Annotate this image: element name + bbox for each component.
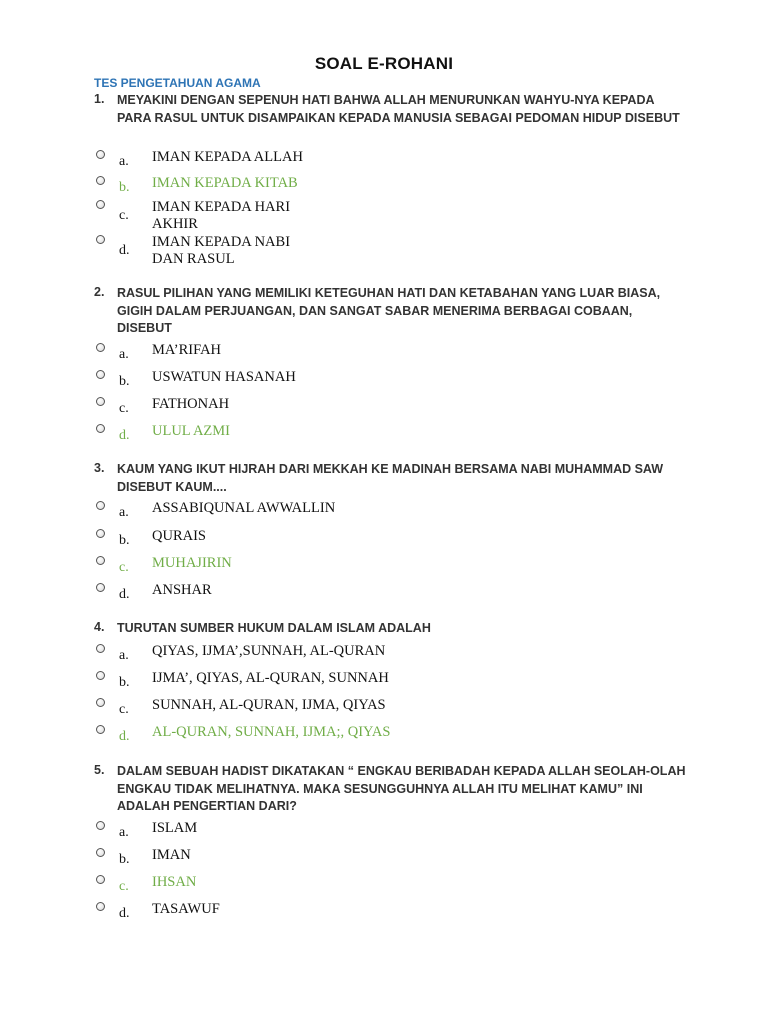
option-letter: b. [119,675,130,690]
radio-button-icon[interactable] [96,200,105,209]
option-text: IMAN KEPADA HARI AKHIR [152,199,291,232]
option-letter: d. [119,587,130,602]
option-letter: a. [119,505,129,520]
option-2a[interactable] [0,343,768,373]
question-text: TURUTAN SUMBER HUKUM DALAM ISLAM ADALAH [117,621,431,635]
option-text: ULUL AZMI [152,423,230,439]
option-text: QIYAS, IJMA’,SUNNAH, AL-QURAN [152,643,386,659]
option-5d[interactable] [0,902,768,932]
option-text: SUNNAH, AL-QURAN, IJMA, QIYAS [152,697,386,713]
option-text: ANSHAR [152,582,212,598]
option-text: IMAN KEPADA NABI DAN RASUL [152,234,291,267]
option-letter: d. [119,729,130,744]
radio-button-icon[interactable] [96,848,105,857]
option-3d[interactable] [0,583,768,613]
option-letter: a. [119,648,129,663]
option-1c[interactable] [0,200,768,230]
option-text: QURAIS [152,528,206,544]
radio-button-icon[interactable] [96,343,105,352]
option-letter: c. [119,401,129,416]
option-letter: a. [119,154,129,169]
option-letter: d. [119,243,130,258]
option-letter: a. [119,825,129,840]
question-number: 2. [94,285,105,299]
option-letter: a. [119,347,129,362]
option-letter: d. [119,428,130,443]
section-subtitle: TES PENGETAHUAN AGAMA [94,76,261,90]
radio-button-icon[interactable] [96,875,105,884]
option-text: ISLAM [152,820,198,836]
option-3b[interactable] [0,529,768,559]
option-2c[interactable] [0,397,768,427]
option-letter: b. [119,374,130,389]
radio-button-icon[interactable] [96,370,105,379]
radio-button-icon[interactable] [96,583,105,592]
option-1d[interactable] [0,235,768,265]
option-text: MUHAJIRIN [152,555,232,571]
radio-button-icon[interactable] [96,671,105,680]
option-text: FATHONAH [152,396,230,412]
radio-button-icon[interactable] [96,644,105,653]
radio-button-icon[interactable] [96,902,105,911]
option-3c[interactable] [0,556,768,586]
question-number: 1. [94,92,105,106]
radio-button-icon[interactable] [96,529,105,538]
option-3a[interactable] [0,501,768,531]
option-5a[interactable] [0,821,768,851]
question-number: 4. [94,620,105,634]
question-text: KAUM YANG IKUT HIJRAH DARI MEKKAH KE MADINAH BERSAMA NABI MUHAMMAD SAW DISEBUT KAUM.... [117,462,664,494]
option-letter: b. [119,180,130,195]
radio-button-icon[interactable] [96,556,105,565]
radio-button-icon[interactable] [96,235,105,244]
radio-button-icon[interactable] [96,397,105,406]
option-text: USWATUN HASANAH [152,369,296,385]
option-text: MA’RIFAH [152,342,222,358]
option-text: IMAN [152,847,191,863]
option-letter: b. [119,852,130,867]
option-5b[interactable] [0,848,768,878]
option-5c[interactable] [0,875,768,905]
option-text: IJMA’, QIYAS, AL-QURAN, SUNNAH [152,670,389,686]
radio-button-icon[interactable] [96,698,105,707]
option-letter: d. [119,906,130,921]
question-number: 3. [94,461,105,475]
question-text: DALAM SEBUAH HADIST DIKATAKAN “ ENGKAU BERIBADAH KEPADA ALLAH SEOLAH-OLAH ENGKAU TIDAK MELIHATNYA. MAKA SESUNGGUHNYA ALLAH ITU MELIHAT KAMU” INI ADALAH PENGERTIAN DARI? [117,764,686,813]
radio-button-icon[interactable] [96,424,105,433]
option-text: TASAWUF [152,901,220,917]
option-letter: c. [119,208,129,223]
radio-button-icon[interactable] [96,821,105,830]
question-text: RASUL PILIHAN YANG MEMILIKI KETEGUHAN HATI DAN KETABAHAN YANG LUAR BIASA, GIGIH DALAM PERJUANGAN, DAN SANGAT SABAR MENERIMA BERBAGAI COBAAN, DISEBUT [117,286,661,335]
question-text: MEYAKINI DENGAN SEPENUH HATI BAHWA ALLAH MENURUNKAN WAHYU-NYA KEPADA PARA RASUL UNTUK DISAMPAIKAN KEPADA MANUSIA SEBAGAI PEDOMAN HIDUP DISEBUT [117,93,680,125]
option-text: AL-QURAN, SUNNAH, IJMA;, QIYAS [152,724,391,740]
page-title: SOAL E-ROHANI [314,54,454,73]
option-text: IMAN KEPADA KITAB [152,175,298,191]
option-letter: c. [119,702,129,717]
radio-button-icon[interactable] [96,176,105,185]
option-text: IMAN KEPADA ALLAH [152,149,303,165]
radio-button-icon[interactable] [96,501,105,510]
question-number: 5. [94,763,105,777]
option-4d[interactable] [0,725,768,755]
option-letter: b. [119,533,130,548]
option-text: IHSAN [152,874,197,890]
option-2d[interactable] [0,424,768,454]
radio-button-icon[interactable] [96,150,105,159]
option-letter: c. [119,879,129,894]
option-letter: c. [119,560,129,575]
option-text: ASSABIQUNAL AWWALLIN [152,500,336,516]
radio-button-icon[interactable] [96,725,105,734]
option-2b[interactable] [0,370,768,400]
